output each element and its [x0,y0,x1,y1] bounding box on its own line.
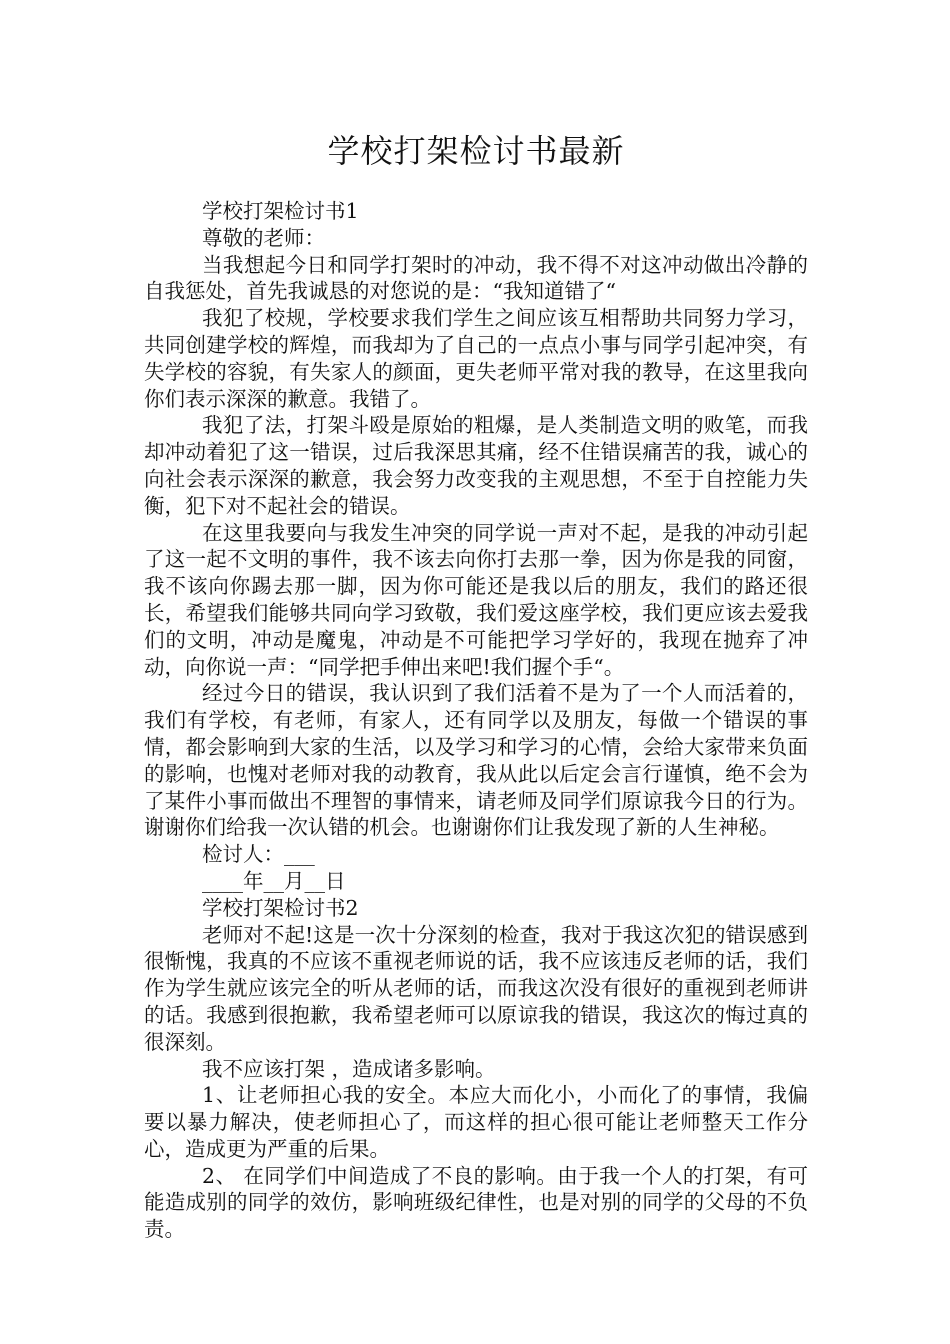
document-paragraph: 2、 在同学们中间造成了不良的影响。由于我一个人的打架，有可能造成别的同学的效仿，影响班级纪律性，也是对别的同学的父母的不负责。 [144,1163,808,1242]
document-body [144,198,808,1243]
document-paragraph: 老师对不起!这是一次十分深刻的检查，我对于我这次犯的错误感到很惭愧，我真的不应该不重视老师说的话，我不应该违反老师的话，我们作为学生就应该完全的听从老师的话，而我这次没有很好的重视到老师讲的话。我感到很抱歉，我希望老师可以原谅我的错误，我这次的悔过真的很深刻。 [144,922,808,1054]
document-line: 学校打架检讨书2 [202,895,359,920]
document-paragraph: 当我想起今日和同学打架时的冲动，我不得不对这冲动做出冷静的自我惩处，首先我诚恳的对您说的是：“我知道错了“ [144,252,808,304]
document-paragraph: 经过今日的错误，我认识到了我们活着不是为了一个人而活着的，我们有学校，有老师，有家人，还有同学以及朋友，每做一个错误的事情，都会影响到大家的生活，以及学习和学习的心情，会给大家带来负面的影响，也愧对老师对我的动教育，我从此以后定会言行谨慎，绝不会为了某件小事而做出不理智的事情来，请老师及同学们原谅我今日的行为。谢谢你们给我一次认错的机会。也谢谢你们让我发现了新的人生神秘。 [144,681,808,840]
document-line: 尊敬的老师： [202,225,325,250]
document-line: ____年__月__日 [202,868,346,893]
document-line: 检讨人：___ [202,842,315,867]
document-paragraph: 在这里我要向与我发生冲突的同学说一声对不起，是我的冲动引起了这一起不文明的事件，我不该去向你打去那一拳，因为你是我的同窗，我不该向你踢去那一脚，因为你可能还是我以后的朋友，我们的路还很长，希望我们能够共同向学习致敬，我们爱这座学校，我们更应该去爱我们的文明，冲动是魔鬼，冲动是不可能把学习学好的，我现在抛弃了冲动，向你说一声：“同学把手伸出来吧!我们握个手“。 [144,520,808,679]
document-line: 学校打架检讨书1 [202,199,359,223]
document-line: 我不应该打架 ，造成诸多影响。 [202,1056,496,1081]
document-title: 学校打架检讨书最新 [327,132,625,170]
document-paragraph: 我犯了校规，学校要求我们学生之间应该互相帮助共同努力学习，共同创建学校的辉煌，而我却为了自己的一点点小事与同学引起冲突，有失学校的容貌，有失家人的颜面，更失老师平常对我的教导，在这里我向你们表示深深的歉意。我错了。 [144,306,808,411]
document-paragraph: 我犯了法，打架斗殴是原始的粗爆，是人类制造文明的败笔，而我却冲动着犯了这一错误，过后我深思其痛，经不住错误痛苦的我，诚心的向社会表示深深的歉意，我会努力改变我的主观思想，不至于自控能力失衡，犯下对不起社会的错误。 [144,413,808,518]
document-paragraph: 1、让老师担心我的安全。本应大而化小，小而化了的事情，我偏要以暴力解决，使老师担心了，而这样的担心很可能让老师整天工作分心，造成更为严重的后果。 [144,1083,808,1161]
